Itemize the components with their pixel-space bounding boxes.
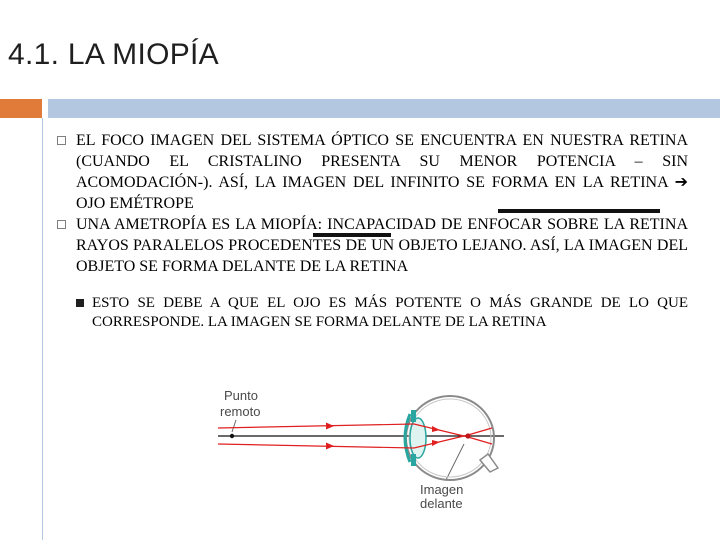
ray-lower-incoming: [218, 444, 414, 448]
bullet-miopia: UNA AMETROPÍA ES LA MIOPÍA: INCAPACIDAD DE ENFOCAR SOBRE LA RETINA RAYOS PARALELOS PROCEDENTES DE UN OBJETO LEJANO. ASÍ, LA IMAGEN DEL OBJETO SE FORMA DELANTE DE LA RETINA: [76, 216, 688, 275]
pointer-line-imagen: [446, 444, 464, 480]
square-bullet-icon: [76, 299, 84, 307]
ray-arrow-icon: [326, 443, 334, 450]
ray-arrow-icon: [432, 440, 440, 446]
ray-upper-incoming: [218, 424, 414, 428]
label-remoto: remoto: [220, 404, 261, 419]
ray-lower-diverge: [468, 428, 492, 435]
ray-arrow-icon: [432, 426, 440, 432]
optic-nerve: [480, 454, 498, 472]
sub-bullet-cause: ESTO SE DEBE A QUE EL OJO ES MÁS POTENTE O MÁS GRANDE DE LO QUE CORRESPONDE. LA IMAGEN SE FORMA DELANTE DE LA RETINA: [92, 295, 688, 330]
box-bullet-icon: [57, 220, 66, 229]
box-bullet-icon: [57, 136, 66, 145]
ray-upper-diverge: [468, 437, 492, 444]
label-delante: delante: [420, 496, 463, 511]
label-punto: Punto: [224, 388, 258, 403]
iris-top: [411, 410, 416, 422]
pointer-line-punto: [232, 420, 236, 432]
highlight-bar: [313, 233, 391, 237]
label-imagen: Imagen: [420, 482, 464, 497]
bullet-emetrope: EL FOCO IMAGEN DEL SISTEMA ÓPTICO SE ENCUENTRA EN NUESTRA RETINA (CUANDO EL CRISTALINO PRESENTA SU MENOR POTENCIA – SIN ACOMODACIÓN-). ASÍ, LA IMAGEN DEL INFINITO SE FORMA EN LA RETINA ➔ OJO EMÉTROPE: [76, 132, 688, 212]
remote-point-marker: [230, 434, 234, 438]
highlight-bar: [498, 209, 660, 213]
ray-arrow-icon: [326, 423, 334, 430]
image-focus-point: [465, 433, 470, 438]
myopia-eye-diagram: [214, 384, 506, 512]
iris-bottom: [411, 454, 416, 466]
slide-title: 4.1. LA MIOPÍA: [8, 38, 219, 71]
